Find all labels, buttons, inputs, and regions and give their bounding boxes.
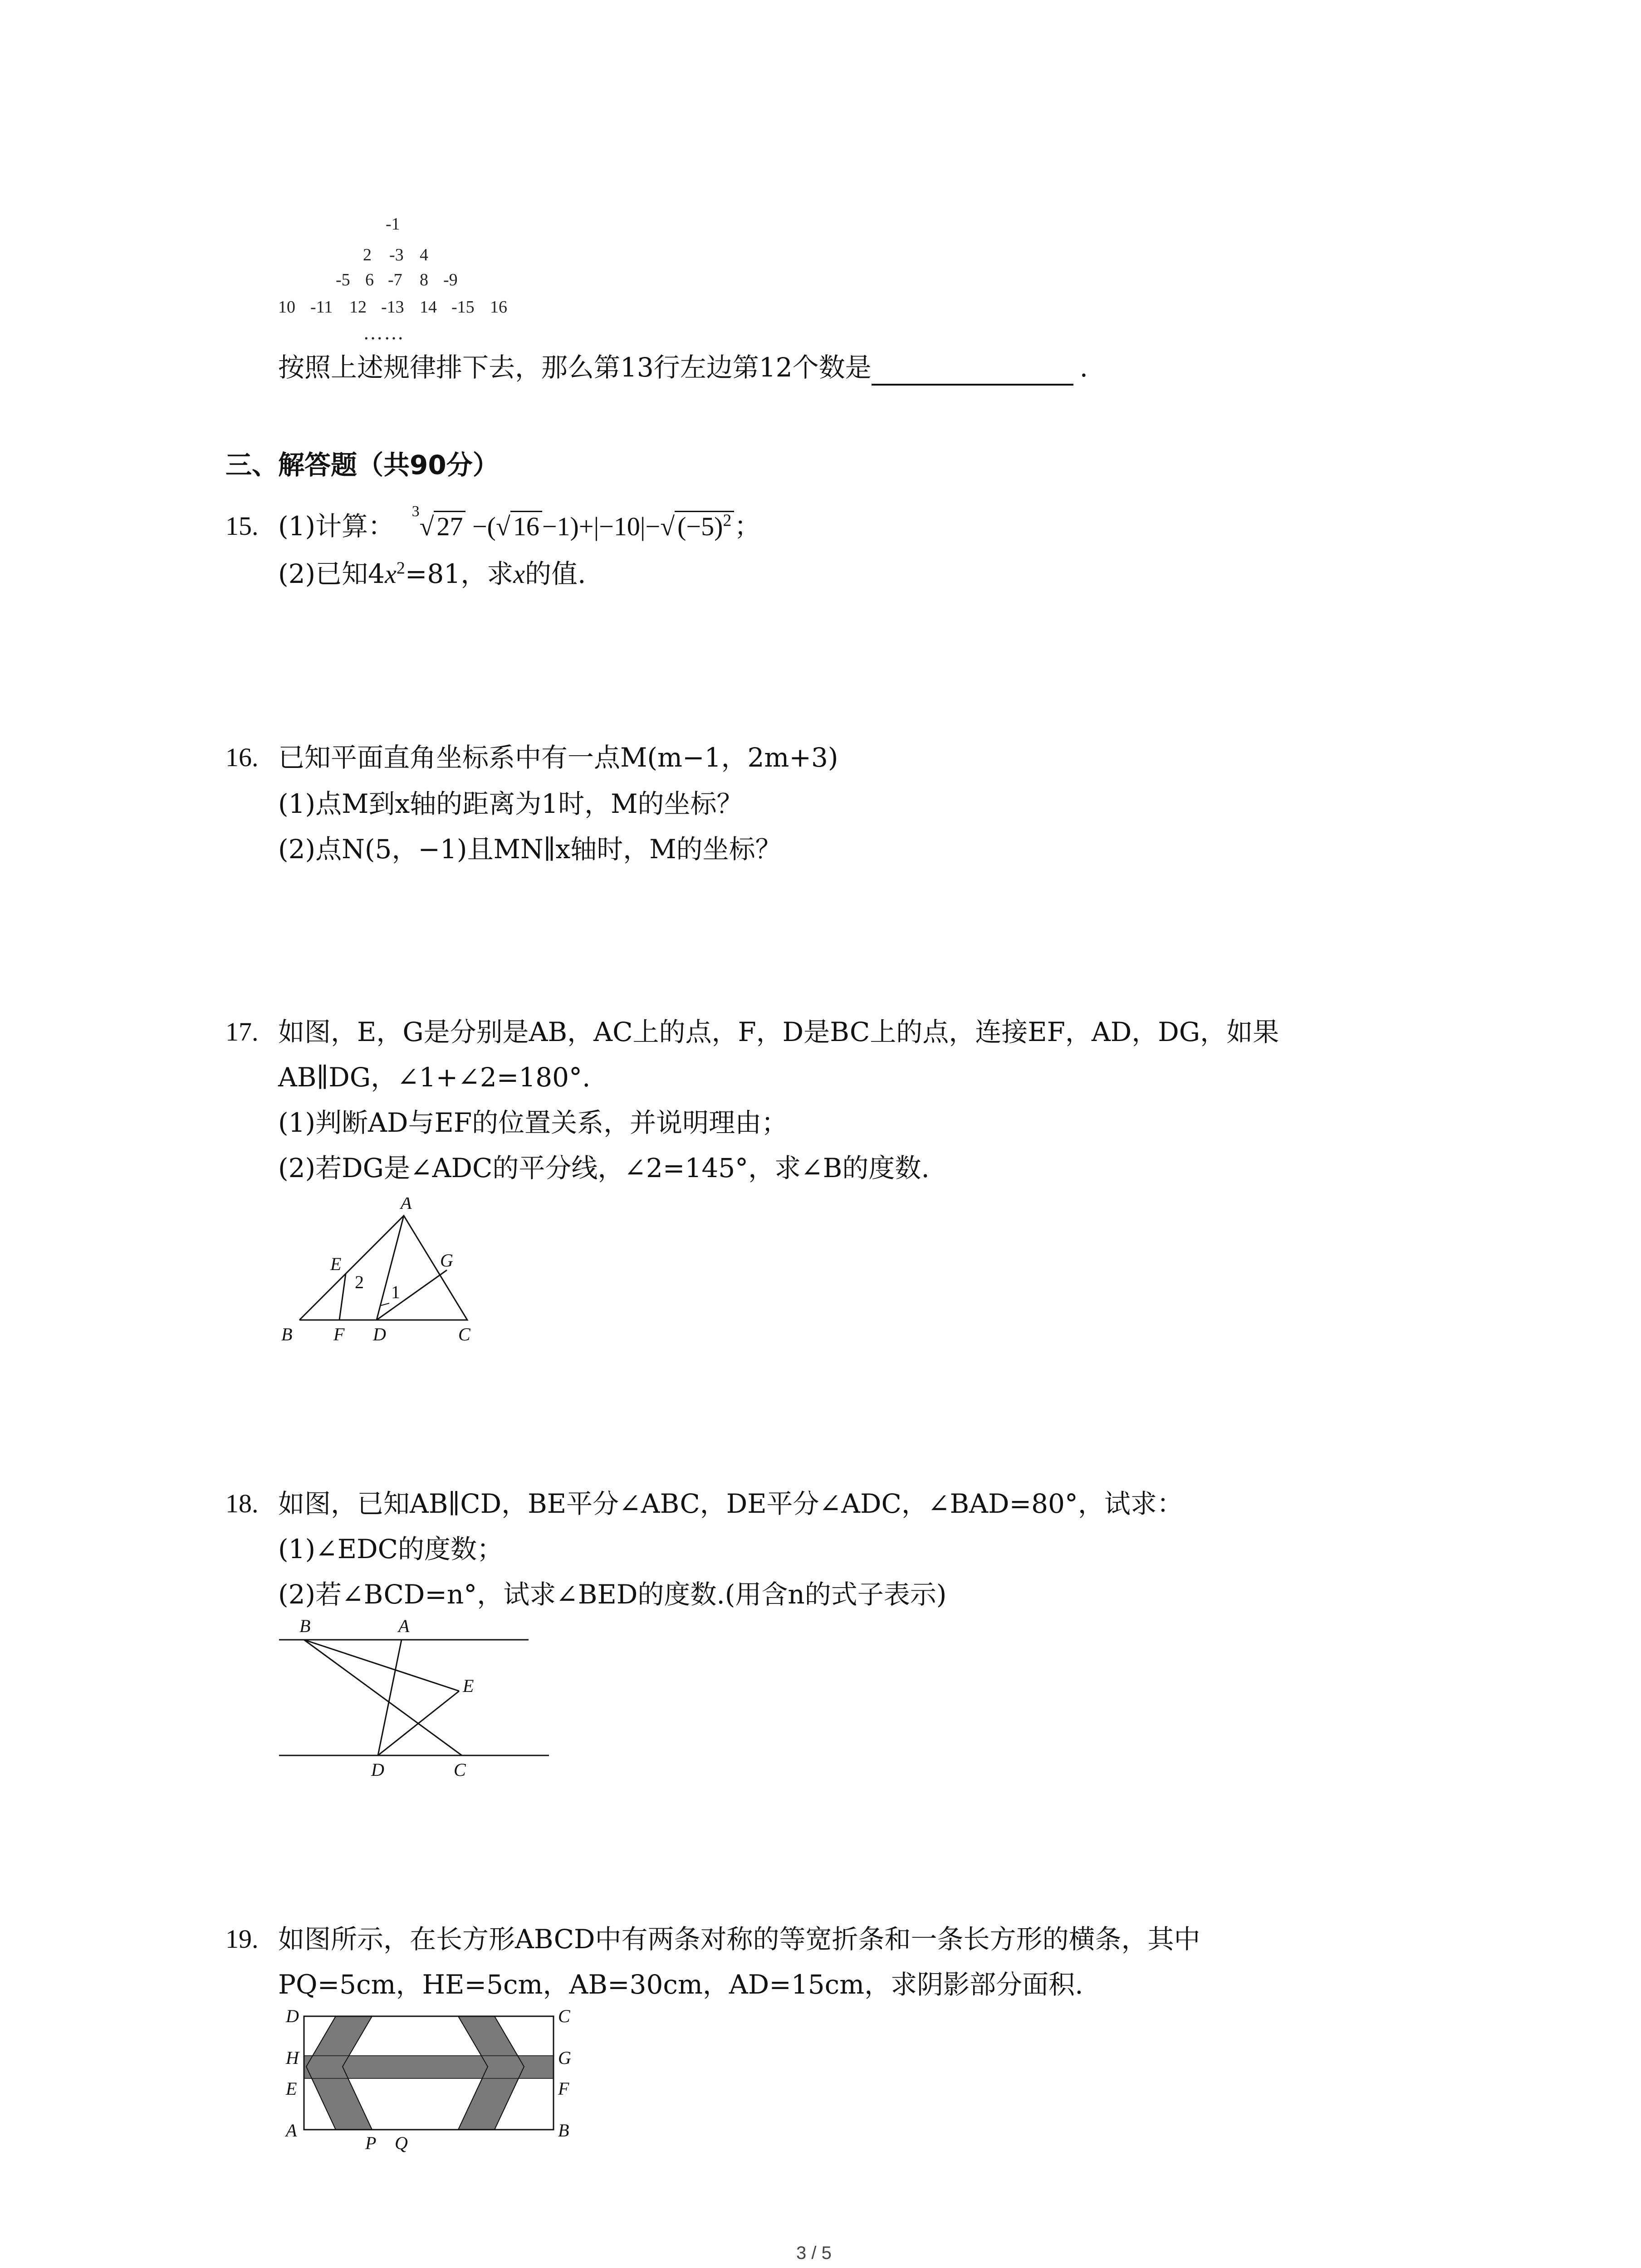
- label-c: C: [458, 1324, 470, 1344]
- segment-de: [378, 1691, 459, 1755]
- q18-stem: 如图，已知AB∥CD，BE平分∠ABC，DE平分∠ADC，∠BAD=80°，试求：: [278, 1488, 1183, 1519]
- triangle-cell: 6: [365, 270, 374, 289]
- label-e: E: [286, 2078, 297, 2099]
- label-d: D: [371, 1760, 384, 1780]
- label-angle-2: 2: [355, 1272, 364, 1292]
- q17-part2: (2)若DG是∠ADC的平分线，∠2=145°，求∠B的度数.: [278, 1153, 930, 1183]
- triangle-ellipsis: ……: [363, 322, 405, 344]
- label-c: C: [558, 2006, 570, 2026]
- answer-blank[interactable]: [872, 356, 1073, 386]
- triangle-cell: 16: [490, 298, 507, 317]
- triangle-cell: -15: [451, 298, 475, 317]
- q16-number: 16.: [225, 743, 259, 772]
- label-f: F: [558, 2078, 569, 2099]
- label-f: F: [333, 1324, 345, 1344]
- label-c: C: [454, 1760, 466, 1780]
- horizontal-strip: [304, 2056, 554, 2078]
- triangle-cell: -3: [389, 245, 404, 264]
- label-a: A: [398, 1616, 410, 1636]
- q17-number: 17.: [225, 1017, 259, 1046]
- q16-stem: 已知平面直角坐标系中有一点M(m−1，2m+3): [278, 742, 838, 773]
- label-g: G: [440, 1250, 453, 1271]
- q16-part1: (1)点M到x轴的距离为1时，M的坐标？: [278, 788, 743, 819]
- triangle-cell: 8: [420, 270, 428, 289]
- section-title: 三、解答题（共90分）: [225, 450, 499, 480]
- q18-part1: (1)∠EDC的度数；: [278, 1534, 503, 1564]
- cube-root: $^3$√ 27: [412, 512, 472, 541]
- q18-part2: (2)若∠BCD=n°，试求∠BED的度数.(用含n的式子表示): [278, 1579, 947, 1610]
- label-a: A: [401, 1198, 412, 1213]
- label-b: B: [558, 2120, 569, 2141]
- label-d: D: [373, 1324, 386, 1344]
- label-b: B: [281, 1324, 293, 1344]
- square-root: √ $(-5)^2$: [660, 512, 734, 541]
- label-e: E: [330, 1254, 342, 1274]
- q15-part1: (1)计算： $^3$√ 27 −(√ 16 −1)+|−10|−√ $(-5)^2$ ；: [278, 503, 761, 542]
- triangle-cell: 10: [278, 298, 295, 317]
- label-d: D: [286, 2006, 299, 2026]
- triangle-cell: 14: [420, 298, 437, 317]
- triangle-cell: -7: [388, 270, 402, 289]
- q19-stem-line2: PQ=5cm，HE=5cm，AB=30cm，AD=15cm，求阴影部分面积.: [278, 1969, 1083, 2000]
- square-root: √ 16: [496, 512, 542, 541]
- q15-number: 15.: [225, 511, 259, 541]
- segment-ef: [339, 1274, 346, 1320]
- q17-triangle-figure: [272, 1198, 499, 1352]
- triangle-cell: 4: [420, 245, 428, 264]
- label-a: A: [286, 2120, 297, 2141]
- angle-1-arc: [381, 1303, 389, 1305]
- q19-rectangle-figure: [272, 2005, 590, 2159]
- q19-stem-line1: 如图所示，在长方形ABCD中有两条对称的等宽折条和一条长方形的横条，其中: [278, 1924, 1200, 1955]
- triangle-cell: -1: [386, 215, 400, 234]
- triangle-cell: -9: [443, 270, 458, 289]
- q17-stem-line1: 如图，E，G是分别是AB，AC上的点，F，D是BC上的点，连接EF，AD，DG，如果: [278, 1017, 1279, 1047]
- segment-ad: [378, 1640, 402, 1755]
- q14-question-tail: 按照上述规律排下去，那么第13行左边第12个数是 .: [278, 349, 1088, 386]
- triangle-cell: -5: [336, 270, 350, 289]
- label-q: Q: [395, 2133, 408, 2153]
- triangle-cell: -13: [381, 298, 404, 317]
- label-h: H: [286, 2048, 299, 2068]
- triangle-cell: -11: [310, 298, 333, 317]
- label-e: E: [463, 1676, 474, 1696]
- triangle-cell: 12: [349, 298, 367, 317]
- q16-part2: (2)点N(5，−1)且MN∥x轴时，M的坐标？: [278, 834, 782, 865]
- q17-stem-line2: AB∥DG，∠1+∠2=180°.: [278, 1062, 591, 1093]
- label-p: P: [365, 2133, 377, 2153]
- triangle-cell: 2: [363, 245, 372, 264]
- q18-parallel-lines-figure: [272, 1615, 563, 1783]
- q19-number: 19.: [225, 1924, 259, 1954]
- label-angle-1: 1: [391, 1282, 400, 1302]
- q18-number: 18.: [225, 1489, 259, 1518]
- page-number: 3 / 5: [796, 2243, 832, 2263]
- segment-bc: [304, 1640, 462, 1755]
- q15-part2: (2)已知$4x^2=81$，求x的值.: [278, 558, 586, 589]
- segment-be: [304, 1640, 459, 1691]
- q17-part1: (1)判断AD与EF的位置关系，并说明理由；: [278, 1107, 788, 1138]
- label-g: G: [558, 2048, 571, 2068]
- label-b: B: [299, 1616, 311, 1636]
